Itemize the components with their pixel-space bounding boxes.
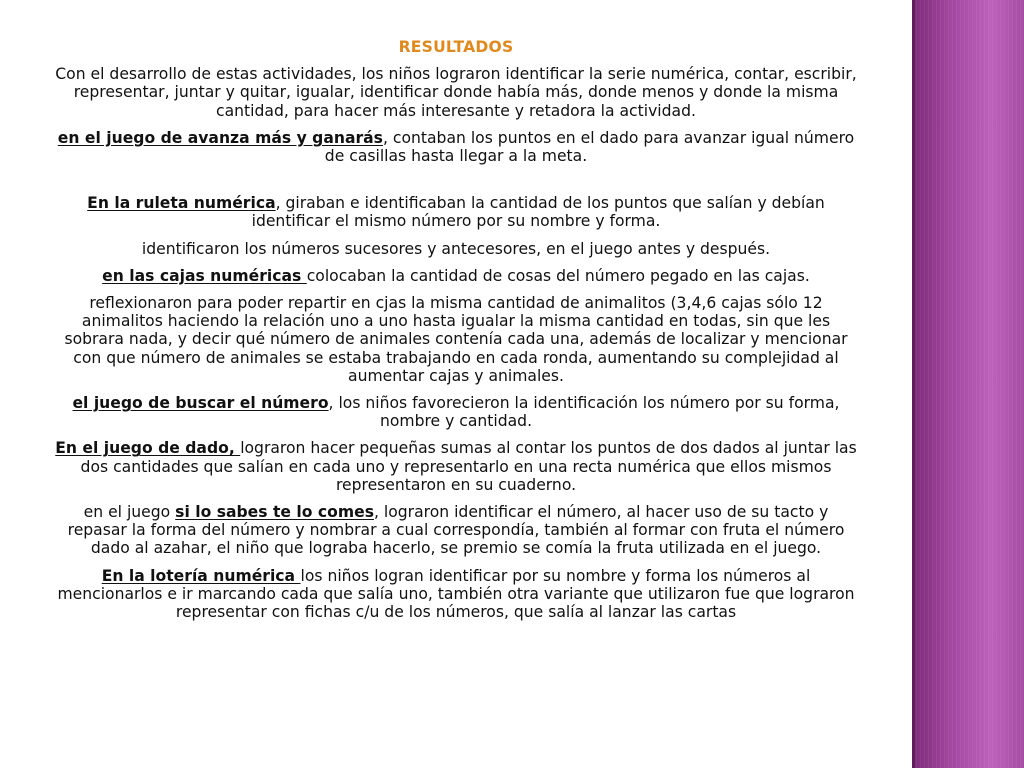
game-name: en el juego de avanza más y ganarás (57, 128, 383, 147)
game-name: en las cajas numéricas (102, 266, 307, 285)
paragraph-text: , contaban los puntos en el dado para avanzar igual número de casillas hasta llegar a la meta. (324, 128, 855, 166)
paragraph-text: los niños logran identificar por su nombre y forma los números al mencionarlos e ir marcando cada que salía uno, también otra variante que utilizaron fue que lograron representar con fichas c/u de los números, que salía al lanzar las cartas (57, 566, 855, 622)
paragraph-text: , los niños favorecieron la identificación los número por su forma, nombre y cantidad. (328, 394, 840, 431)
game-name: En el juego de dado, (55, 439, 241, 458)
paragraph-dado (52, 439, 860, 494)
slide-title: RESULTADOS (398, 38, 514, 56)
game-name: En la lotería numérica (101, 566, 301, 585)
paragraph-cajas (52, 267, 860, 285)
paragraph-text: reflexionaron para poder repartir en cjas la misma cantidad de animalitos (3,4,6 cajas sólo 12 animalitos haciendo la relación uno a uno hasta igualar la misma cantidad en todas, sin que les sobrara nada, y decir qué número de animales contenía cada una, además de localizar y mencionar con que número de animales se estaba trabajando en cada ronda, aumentando su complejidad al aumentar cajas y animales. (64, 294, 848, 385)
game-name: En la ruleta numérica (87, 194, 276, 213)
paragraph-text: Con el desarrollo de estas actividades, los niños lograron identificar la serie numérica, contar, escribir, representar, juntar y quitar, igualar, identificar donde había más, donde menos y donde la misma cantidad, para hacer más interesante y retadora la actividad. (55, 65, 857, 120)
game-name: el juego de buscar el número (72, 394, 329, 413)
paragraph-reflexionaron (52, 294, 860, 385)
paragraph-intro (52, 65, 860, 120)
decorative-sidebar (912, 0, 1024, 768)
paragraph-text: colocaban la cantidad de cosas del número pegado en las cajas. (306, 266, 810, 285)
paragraph-text: , giraban e identificaban la cantidad de los puntos que salían y debían identificar el mismo número por su nombre y forma. (251, 194, 825, 231)
paragraph-buscar (52, 394, 860, 430)
paragraph-text: , lograron identificar el número, al hacer uso de su tacto y repasar la forma del número y nombrar a cual correspondía, también al formar con fruta el número dado al azahar, el niño que lograba hacerlo, se premio se comía la fruta utilizada en el juego. (67, 503, 845, 558)
sidebar-edge (912, 0, 915, 768)
paragraph-gap (52, 174, 860, 194)
paragraph-avanza (52, 129, 860, 165)
paragraph-text: identificaron los números sucesores y antecesores, en el juego antes y después. (141, 239, 771, 258)
paragraph-sucesores (52, 240, 860, 258)
slide-content (52, 38, 860, 630)
paragraph-text: lograron hacer pequeñas sumas al contar los puntos de dos dados al juntar las dos cantidades que salían en cada uno y representarlo en una recta numérica que ellos mismos representaron en su cuaderno. (80, 439, 857, 494)
paragraph-ruleta (52, 194, 860, 230)
game-name: si lo sabes te lo comes (175, 503, 374, 522)
paragraph-si-lo-sabes (52, 503, 860, 558)
paragraph-prefix: en el juego (83, 503, 176, 522)
paragraph-loteria (52, 567, 860, 622)
